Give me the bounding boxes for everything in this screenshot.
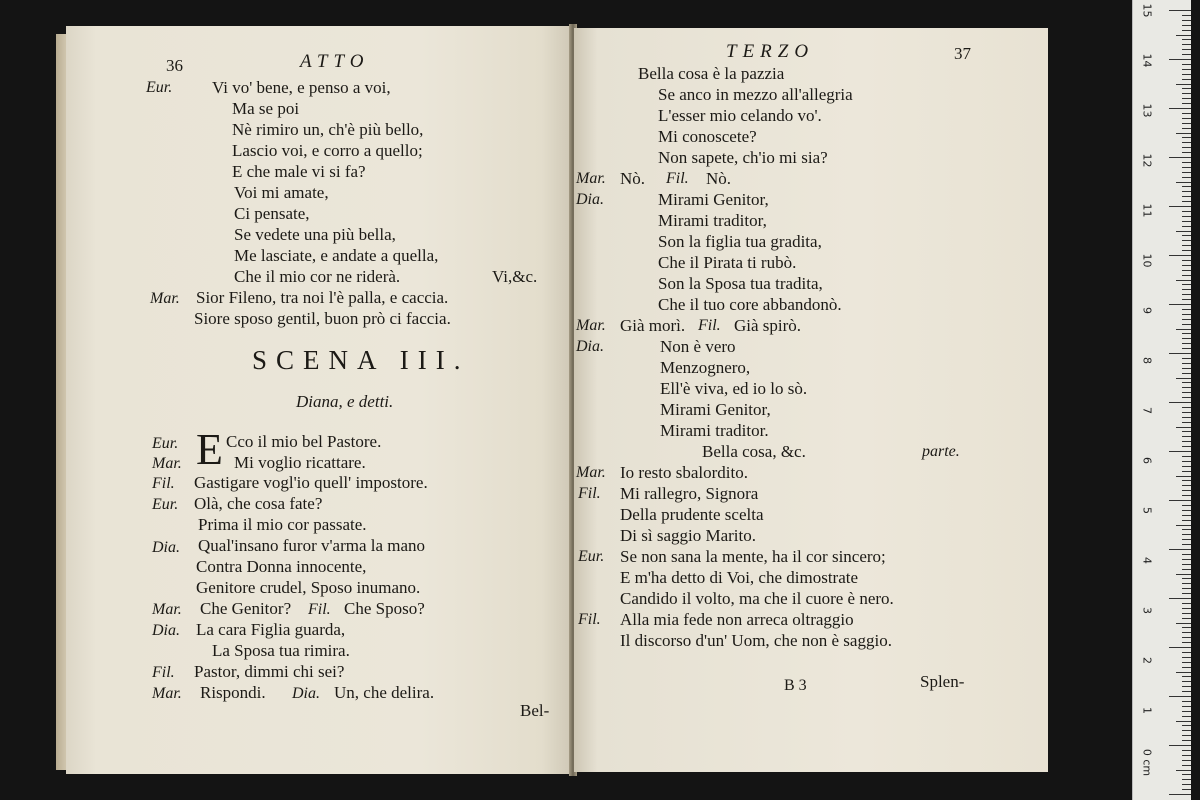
ruler-tick: [1182, 706, 1191, 707]
speaker-label: Mar.: [150, 290, 180, 307]
verse-line: Nò.: [706, 169, 732, 188]
ruler-tick: [1182, 49, 1191, 50]
ruler-tick: [1169, 353, 1191, 354]
verse-line: Non sapete, ch'io mi sia?: [658, 148, 828, 167]
ruler-tick: [1182, 784, 1191, 785]
ruler-tick: [1182, 735, 1191, 736]
ruler-number: 1: [1140, 707, 1154, 714]
ruler-tick: [1169, 206, 1191, 207]
running-head: TERZO: [726, 41, 815, 62]
ruler-tick: [1169, 255, 1191, 256]
ruler-number: 13: [1140, 103, 1154, 118]
verse-line: La cara Figlia guarda,: [196, 620, 346, 639]
verse-line: Mi rallegro, Signora: [620, 484, 759, 503]
verse-line: Nò.: [620, 169, 646, 188]
verse-line: Il discorso d'un' Uom, che non è saggio.: [620, 631, 892, 650]
ruler-tick: [1182, 275, 1191, 276]
speaker-label: Fil.: [152, 475, 175, 492]
ruler-tick: [1182, 657, 1191, 658]
ruler-tick: [1182, 681, 1191, 682]
verse-line: Voi mi amate,: [234, 183, 329, 202]
verse-line: Io resto sbalordito.: [620, 463, 748, 482]
ruler-tick: [1182, 74, 1191, 75]
ruler-tick: [1182, 54, 1191, 55]
speaker-label: Fil.: [308, 601, 331, 618]
verse-line: Un, che delira.: [334, 683, 435, 702]
ruler-tick: [1182, 613, 1191, 614]
ruler-tick: [1182, 554, 1191, 555]
ruler-tick: [1182, 569, 1191, 570]
verse-line: Che Genitor?: [200, 599, 292, 618]
speaker-label: Eur.: [152, 496, 179, 513]
scene-persons: Diana, e detti.: [296, 392, 394, 411]
verse-line: Ci pensate,: [234, 204, 310, 223]
ruler-tick: [1182, 93, 1191, 94]
verse-line: Siore sposo gentil, buon prò ci faccia.: [194, 309, 451, 328]
ruler-tick: [1169, 451, 1191, 452]
speaker-label: Fil.: [152, 664, 175, 681]
ruler-tick: [1182, 44, 1191, 45]
verse-line: Vi vo' bene, e penso a voi,: [212, 78, 391, 97]
speaker-label: Dia.: [152, 622, 180, 639]
ruler-tick: [1182, 461, 1191, 462]
verse-line: E m'ha detto di Voi, che dimostrate: [620, 568, 859, 587]
ruler-tick: [1182, 39, 1191, 40]
ruler-tick: [1169, 500, 1191, 501]
ruler-tick: [1169, 794, 1191, 795]
ruler-tick: [1176, 280, 1191, 281]
ruler-tick: [1182, 750, 1191, 751]
ruler-tick: [1182, 779, 1191, 780]
ruler-tick: [1182, 417, 1191, 418]
ruler-tick: [1182, 103, 1191, 104]
ruler-tick: [1182, 637, 1191, 638]
speaker-label: Fil.: [698, 317, 721, 334]
speaker-label: Dia.: [152, 539, 180, 556]
ruler-tick: [1182, 392, 1191, 393]
ruler-tick: [1182, 373, 1191, 374]
ruler-tick: [1182, 265, 1191, 266]
ruler-tick: [1182, 466, 1191, 467]
ruler-tick: [1182, 368, 1191, 369]
ruler-tick: [1182, 338, 1191, 339]
ruler-number: 14: [1140, 53, 1154, 68]
verse-line: Se anco in mezzo all'allegria: [658, 85, 853, 104]
verse-line: Mirami Genitor,: [660, 400, 771, 419]
ruler-tick: [1182, 196, 1191, 197]
verse-line: L'esser mio celando vo'.: [658, 106, 822, 125]
ruler-tick: [1169, 157, 1191, 158]
right-page: [574, 28, 1048, 772]
ruler-tick: [1182, 270, 1191, 271]
ruler-tick: [1176, 476, 1191, 477]
speaker-label: Dia.: [292, 685, 320, 702]
ruler-tick: [1176, 182, 1191, 183]
verse-line: Mi voglio ricattare.: [234, 453, 366, 472]
ruler-tick: [1182, 314, 1191, 315]
ruler-tick: [1182, 534, 1191, 535]
ruler-tick: [1182, 446, 1191, 447]
ruler-tick: [1182, 515, 1191, 516]
signature-mark: B 3: [784, 677, 807, 694]
ruler-tick: [1169, 10, 1191, 11]
ruler-tick: [1176, 721, 1191, 722]
verse-line: Genitore crudel, Sposo inumano.: [196, 578, 421, 597]
verse-line: Che il Pirata ti rubò.: [658, 253, 797, 272]
verse-line: Pastor, dimmi chi sei?: [194, 662, 345, 681]
ruler-tick: [1182, 25, 1191, 26]
verse-line: Bella cosa, &c.: [702, 442, 806, 461]
ruler-tick: [1176, 574, 1191, 575]
ruler-tick: [1182, 69, 1191, 70]
verse-line: Alla mia fede non arreca oltraggio: [620, 610, 854, 629]
ruler-number: 8: [1140, 357, 1154, 364]
verse-line: Prima il mio cor passate.: [198, 515, 367, 534]
verse-line: Lascio voi, e corro a quello;: [232, 141, 423, 160]
ruler-tick: [1182, 162, 1191, 163]
verse-line: Mirami Genitor,: [658, 190, 769, 209]
ruler-tick: [1182, 662, 1191, 663]
ruler-tick: [1182, 774, 1191, 775]
ruler-tick: [1182, 676, 1191, 677]
ruler-tick: [1182, 167, 1191, 168]
verse-line: Che Sposo?: [344, 599, 425, 618]
speaker-label: Dia.: [576, 338, 604, 355]
speaker-label: Mar.: [576, 464, 606, 481]
ruler-number: 3: [1140, 607, 1154, 614]
ruler-tick: [1182, 235, 1191, 236]
ruler-tick: [1182, 544, 1191, 545]
ruler-tick: [1176, 623, 1191, 624]
ruler-tick: [1182, 64, 1191, 65]
ruler-number: 6: [1140, 457, 1154, 464]
ruler-number: 11: [1140, 203, 1154, 218]
ruler-tick: [1182, 382, 1191, 383]
verse-line: Se non sana la mente, ha il cor sincero;: [620, 547, 886, 566]
ruler-tick: [1182, 319, 1191, 320]
ruler-tick: [1182, 177, 1191, 178]
ruler-tick: [1182, 407, 1191, 408]
ruler-tick: [1182, 260, 1191, 261]
ruler-tick: [1182, 422, 1191, 423]
ruler-tick: [1182, 789, 1191, 790]
ruler-tick: [1182, 211, 1191, 212]
aria-repeat-mark: Vi,&c.: [492, 267, 538, 286]
ruler-tick: [1182, 588, 1191, 589]
ruler-tick: [1182, 725, 1191, 726]
ruler-tick: [1182, 618, 1191, 619]
measuring-ruler: [1132, 0, 1191, 800]
ruler-tick: [1182, 627, 1191, 628]
ruler-tick: [1182, 294, 1191, 295]
ruler-tick: [1182, 98, 1191, 99]
verse-line: Gastigare vogl'io quell' impostore.: [194, 473, 428, 492]
verse-line: Candido il volto, ma che il cuore è nero.: [620, 589, 894, 608]
verse-line: Già spirò.: [734, 316, 802, 335]
ruler-tick: [1176, 84, 1191, 85]
verse-line: Ma se poi: [232, 99, 300, 118]
ruler-tick: [1182, 431, 1191, 432]
verse-line: Cco il mio bel Pastore.: [226, 432, 382, 451]
ruler-tick: [1182, 118, 1191, 119]
speaker-label: Mar.: [152, 685, 182, 702]
drop-cap: E: [196, 425, 223, 474]
verse-line: Se vedete una più bella,: [234, 225, 396, 244]
ruler-tick: [1182, 441, 1191, 442]
ruler-number: 10: [1140, 253, 1154, 268]
speaker-label: Dia.: [576, 191, 604, 208]
left-page: [66, 26, 572, 774]
ruler-number: 9: [1140, 307, 1154, 314]
ruler-tick: [1182, 559, 1191, 560]
ruler-tick: [1182, 539, 1191, 540]
ruler-tick: [1176, 231, 1191, 232]
ruler-tick: [1182, 495, 1191, 496]
verse-line: La Sposa tua rimira.: [212, 641, 350, 660]
verse-line: Di sì saggio Marito.: [620, 526, 756, 545]
ruler-tick: [1182, 603, 1191, 604]
ruler-tick: [1182, 642, 1191, 643]
ruler-tick: [1169, 108, 1191, 109]
stage-direction: parte.: [922, 443, 960, 460]
ruler-tick: [1182, 505, 1191, 506]
ruler-tick: [1182, 701, 1191, 702]
ruler-tick: [1182, 608, 1191, 609]
verse-line: Contra Donna innocente,: [196, 557, 367, 576]
ruler-tick: [1182, 593, 1191, 594]
verse-line: Bella cosa è la pazzia: [638, 64, 785, 83]
verse-line: Me lasciate, e andate a quella,: [234, 246, 439, 265]
verse-line: Mi conoscete?: [658, 127, 757, 146]
speaker-label: Fil.: [578, 485, 601, 502]
ruler-tick: [1182, 324, 1191, 325]
verse-line: E che male vi si fa?: [232, 162, 366, 181]
ruler-number: 0 cm: [1140, 748, 1154, 777]
ruler-number: 5: [1140, 507, 1154, 514]
ruler-tick: [1176, 525, 1191, 526]
ruler-tick: [1182, 480, 1191, 481]
ruler-tick: [1182, 471, 1191, 472]
verse-line: Che il tuo core abbandonò.: [658, 295, 842, 314]
ruler-tick: [1182, 358, 1191, 359]
verse-line: Mirami traditor,: [658, 211, 767, 230]
ruler-tick: [1169, 549, 1191, 550]
ruler-tick: [1182, 15, 1191, 16]
ruler-tick: [1182, 730, 1191, 731]
verse-line: Menzognero,: [660, 358, 751, 377]
ruler-tick: [1182, 30, 1191, 31]
ruler-tick: [1182, 760, 1191, 761]
speaker-label: Mar.: [576, 317, 606, 334]
ruler-tick: [1182, 250, 1191, 251]
verse-line: Qual'insano furor v'arma la mano: [198, 536, 426, 555]
ruler-tick: [1182, 765, 1191, 766]
ruler-tick: [1182, 299, 1191, 300]
ruler-tick: [1176, 672, 1191, 673]
catchword: Splen-: [920, 672, 965, 691]
ruler-tick: [1182, 284, 1191, 285]
ruler-tick: [1182, 412, 1191, 413]
ruler-tick: [1169, 598, 1191, 599]
verse-line: Non è vero: [660, 337, 736, 356]
catchword: Bel-: [520, 701, 550, 720]
verse-line: Della prudente scelta: [620, 505, 764, 524]
ruler-tick: [1182, 221, 1191, 222]
ruler-tick: [1182, 79, 1191, 80]
ruler-tick: [1182, 226, 1191, 227]
ruler-tick: [1176, 133, 1191, 134]
ruler-number: 7: [1140, 407, 1154, 414]
speaker-label: Mar.: [152, 455, 182, 472]
ruler-tick: [1182, 348, 1191, 349]
ruler-tick: [1182, 186, 1191, 187]
ruler-tick: [1169, 59, 1191, 60]
ruler-tick: [1182, 363, 1191, 364]
ruler-tick: [1182, 172, 1191, 173]
verse-line: Son la figlia tua gradita,: [658, 232, 822, 251]
verse-line: Rispondi.: [200, 683, 266, 702]
speaker-label: Mar.: [576, 170, 606, 187]
speaker-label: Fil.: [666, 170, 689, 187]
ruler-tick: [1182, 216, 1191, 217]
ruler-tick: [1182, 490, 1191, 491]
ruler-tick: [1176, 35, 1191, 36]
ruler-tick: [1182, 755, 1191, 756]
ruler-tick: [1182, 436, 1191, 437]
ruler-tick: [1176, 770, 1191, 771]
verse-line: Olà, che cosa fate?: [194, 494, 323, 513]
ruler-number: 15: [1140, 3, 1154, 18]
ruler-tick: [1182, 632, 1191, 633]
ruler-tick: [1176, 329, 1191, 330]
ruler-number: 12: [1140, 153, 1154, 168]
ruler-tick: [1182, 564, 1191, 565]
ruler-tick: [1182, 652, 1191, 653]
ruler-tick: [1182, 20, 1191, 21]
verse-line: Mirami traditor.: [660, 421, 769, 440]
ruler-tick: [1182, 240, 1191, 241]
verse-line: Nè rimiro un, ch'è più bello,: [232, 120, 424, 139]
ruler-tick: [1182, 309, 1191, 310]
ruler-tick: [1169, 696, 1191, 697]
ruler-tick: [1182, 686, 1191, 687]
ruler-tick: [1182, 152, 1191, 153]
ruler-tick: [1182, 711, 1191, 712]
page-number: 37: [954, 44, 971, 63]
ruler-tick: [1169, 304, 1191, 305]
speaker-label: Eur.: [578, 548, 605, 565]
ruler-tick: [1182, 333, 1191, 334]
ruler-number: 2: [1140, 657, 1154, 664]
ruler-tick: [1182, 397, 1191, 398]
verse-line: Che il mio cor ne riderà.: [234, 267, 401, 286]
ruler-tick: [1182, 245, 1191, 246]
scene-heading: SCENA III.: [252, 345, 470, 375]
ruler-tick: [1169, 647, 1191, 648]
ruler-tick: [1182, 667, 1191, 668]
verse-line: Già morì.: [620, 316, 686, 335]
ruler-tick: [1182, 289, 1191, 290]
ruler-tick: [1182, 583, 1191, 584]
speaker-label: Eur.: [152, 435, 179, 452]
ruler-tick: [1182, 147, 1191, 148]
ruler-tick: [1182, 201, 1191, 202]
ruler-tick: [1182, 137, 1191, 138]
ruler-tick: [1169, 745, 1191, 746]
ruler-tick: [1182, 387, 1191, 388]
ruler-tick: [1169, 402, 1191, 403]
ruler-tick: [1182, 529, 1191, 530]
verse-line: Ell'è viva, ed io lo sò.: [660, 379, 808, 398]
ruler-number: 4: [1140, 557, 1154, 564]
ruler-tick: [1176, 427, 1191, 428]
ruler-tick: [1182, 123, 1191, 124]
page-number: 36: [166, 56, 183, 75]
speaker-label: Eur.: [146, 79, 173, 96]
ruler-tick: [1182, 456, 1191, 457]
ruler-tick: [1182, 191, 1191, 192]
ruler-tick: [1182, 716, 1191, 717]
speaker-label: Mar.: [152, 601, 182, 618]
ruler-tick: [1182, 578, 1191, 579]
ruler-tick: [1176, 378, 1191, 379]
ruler-tick: [1182, 88, 1191, 89]
verse-line: Sior Fileno, tra noi l'è palla, e caccia.: [196, 288, 449, 307]
ruler-tick: [1182, 113, 1191, 114]
ruler-tick: [1182, 128, 1191, 129]
ruler-tick: [1182, 485, 1191, 486]
verse-line: Son la Sposa tua tradita,: [658, 274, 823, 293]
ruler-tick: [1182, 510, 1191, 511]
ruler-tick: [1182, 740, 1191, 741]
running-head: ATTO: [300, 51, 370, 72]
ruler-tick: [1182, 691, 1191, 692]
ruler-tick: [1182, 343, 1191, 344]
ruler-tick: [1182, 520, 1191, 521]
ruler-tick: [1182, 142, 1191, 143]
speaker-label: Fil.: [578, 611, 601, 628]
